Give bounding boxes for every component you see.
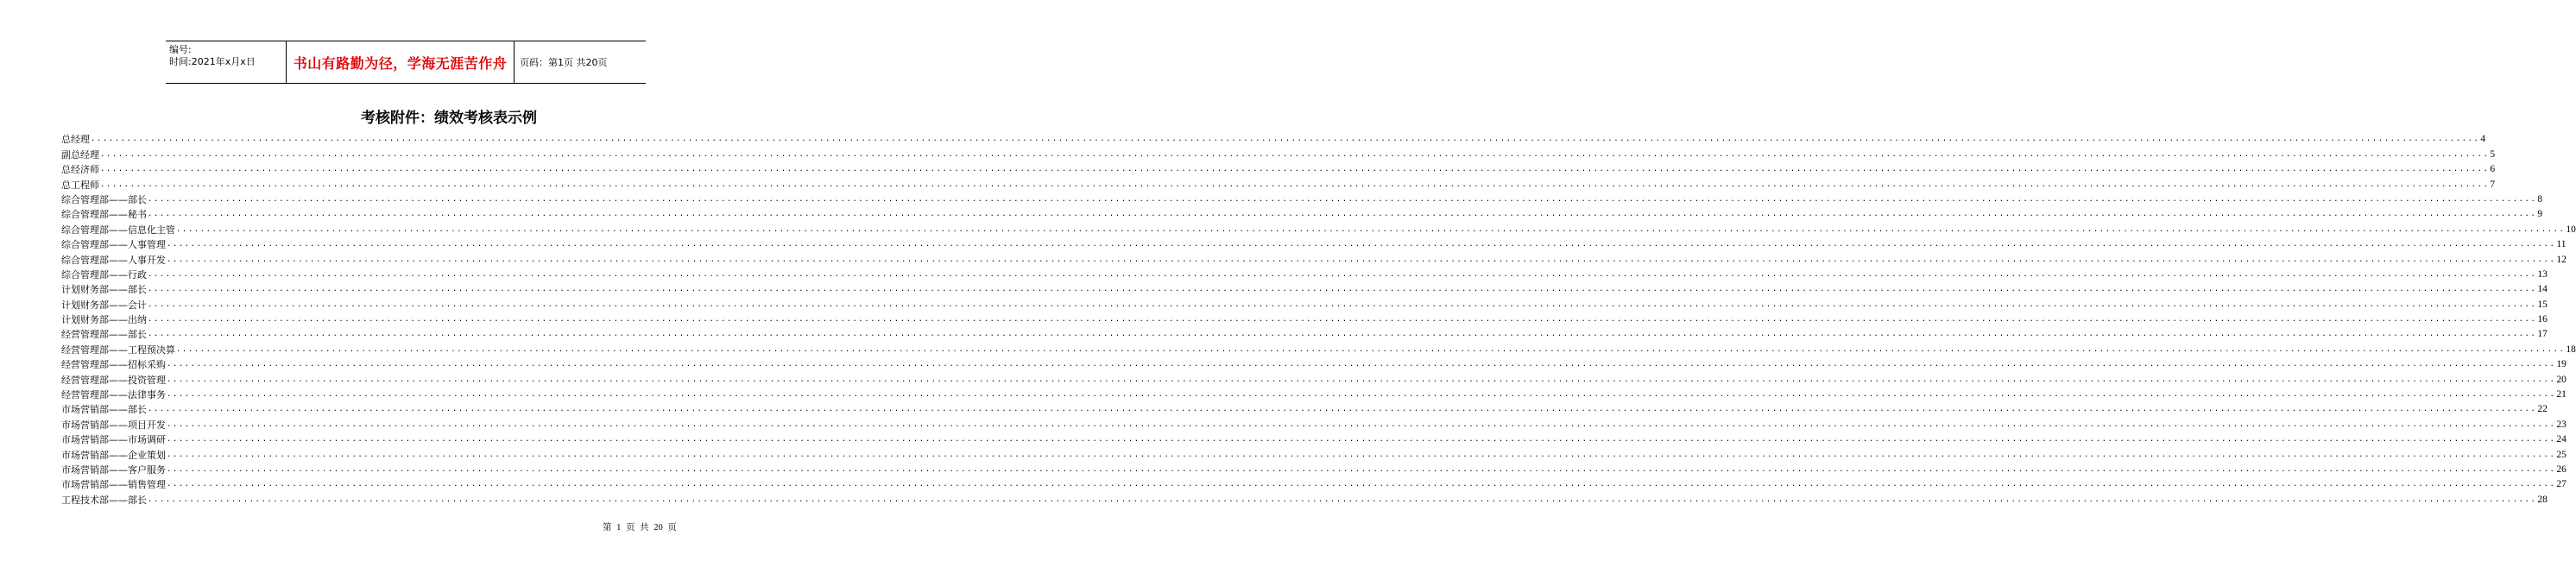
toc-entry-page: 16 <box>2537 314 2548 325</box>
toc-entry-label: 综合管理部——人事管理 <box>61 239 166 251</box>
toc-entry-page: 18 <box>2566 344 2576 355</box>
toc-entry[interactable] <box>61 445 2567 461</box>
toc-leader-dots: ................................................................................................................................................................................................................................................................................................................................................................................................................ <box>148 315 2537 325</box>
toc-entry-label: 综合管理部——部长 <box>61 193 147 205</box>
page-footer: 第 1 页 共 20 页 <box>603 523 677 533</box>
header-meta-cell <box>166 41 287 83</box>
toc-leader-dots: ................................................................................................................................................................................................................................................................................................................................................................................................................ <box>100 165 2490 174</box>
toc-entry-page: 23 <box>2556 419 2567 430</box>
toc-entry[interactable] <box>61 191 2543 205</box>
toc-entry-label: 市场营销部——市场调研 <box>61 434 166 446</box>
toc-entry-label: 市场营销部——客户服务 <box>61 463 166 476</box>
toc-entry[interactable] <box>61 250 2567 266</box>
toc-entry-page: 12 <box>2556 254 2567 265</box>
toc-entry-label: 经营管理部——投资管理 <box>61 374 166 386</box>
toc-leader-dots: ................................................................................................................................................................................................................................................................................................................................................................................................................ <box>148 299 2537 309</box>
toc-entry[interactable] <box>61 490 2548 506</box>
toc-leader-dots: ................................................................................................................................................................................................................................................................................................................................................................................................................ <box>176 344 2566 354</box>
toc-entry-label: 工程技术部——部长 <box>61 494 147 506</box>
table-of-contents <box>61 130 2576 506</box>
toc-entry-label: 市场营销部——部长 <box>61 404 147 416</box>
toc-entry-page: 9 <box>2537 209 2543 220</box>
toc-leader-dots: ................................................................................................................................................................................................................................................................................................................................................................................................................ <box>167 255 2556 264</box>
toc-entry-label: 总工程师 <box>61 179 99 191</box>
toc-entry-label: 副总经理 <box>61 148 99 161</box>
toc-entry-label: 经营管理部——工程预决算 <box>61 344 175 356</box>
toc-entry[interactable] <box>61 340 2576 356</box>
toc-entry-page: 17 <box>2537 329 2548 340</box>
toc-entry[interactable] <box>61 370 2567 386</box>
toc-entry-label: 经营管理部——法律事务 <box>61 389 166 401</box>
toc-entry-label: 经营管理部——部长 <box>61 329 147 341</box>
toc-entry[interactable] <box>61 205 2543 221</box>
toc-leader-dots: ................................................................................................................................................................................................................................................................................................................................................................................................................ <box>148 495 2537 504</box>
toc-entry-label: 计划财务部——出纳 <box>61 314 147 326</box>
toc-leader-dots: ................................................................................................................................................................................................................................................................................................................................................................................................................ <box>167 480 2556 489</box>
toc-entry[interactable] <box>61 461 2567 476</box>
toc-entry[interactable] <box>61 325 2548 341</box>
toc-leader-dots: ................................................................................................................................................................................................................................................................................................................................................................................................................ <box>148 194 2537 204</box>
toc-entry[interactable] <box>61 311 2548 326</box>
toc-entry-label: 计划财务部——部长 <box>61 284 147 296</box>
toc-entry-label: 综合管理部——秘书 <box>61 209 147 221</box>
toc-leader-dots: ................................................................................................................................................................................................................................................................................................................................................................................................................ <box>148 285 2537 294</box>
toc-entry-page: 21 <box>2556 389 2567 400</box>
toc-leader-dots: ................................................................................................................................................................................................................................................................................................................................................................................................................ <box>167 419 2556 429</box>
toc-leader-dots: ................................................................................................................................................................................................................................................................................................................................................................................................................ <box>167 464 2556 474</box>
toc-entry-page: 14 <box>2537 284 2548 295</box>
toc-leader-dots: ................................................................................................................................................................................................................................................................................................................................................................................................................ <box>167 375 2556 384</box>
toc-entry-label: 市场营销部——企业策划 <box>61 449 166 461</box>
toc-leader-dots: ................................................................................................................................................................................................................................................................................................................................................................................................................ <box>148 269 2537 279</box>
toc-leader-dots: ................................................................................................................................................................................................................................................................................................................................................................................................................ <box>176 224 2566 234</box>
toc-entry-label: 综合管理部——人事开发 <box>61 254 166 266</box>
toc-entry-label: 综合管理部——行政 <box>61 268 147 281</box>
toc-leader-dots: ................................................................................................................................................................................................................................................................................................................................................................................................................ <box>167 360 2556 369</box>
toc-entry-page: 26 <box>2556 463 2567 475</box>
toc-leader-dots: ................................................................................................................................................................................................................................................................................................................................................................................................................ <box>100 149 2490 159</box>
toc-entry[interactable] <box>61 130 2486 146</box>
number-label: 编号: <box>169 44 192 55</box>
toc-entry-page: 13 <box>2537 268 2548 280</box>
toc-entry-page: 11 <box>2556 239 2567 250</box>
toc-entry-page: 15 <box>2537 299 2548 310</box>
toc-entry-page: 5 <box>2490 148 2496 160</box>
toc-leader-dots: ................................................................................................................................................................................................................................................................................................................................................................................................................ <box>167 435 2556 444</box>
toc-entry-page: 22 <box>2537 404 2548 415</box>
toc-leader-dots: ................................................................................................................................................................................................................................................................................................................................................................................................................ <box>148 330 2537 339</box>
toc-entry-page: 7 <box>2490 179 2496 190</box>
toc-entry[interactable] <box>61 386 2567 401</box>
toc-entry-page: 6 <box>2490 164 2496 175</box>
toc-entry[interactable] <box>61 145 2496 161</box>
toc-entry-page: 8 <box>2537 193 2543 205</box>
toc-leader-dots: ................................................................................................................................................................................................................................................................................................................................................................................................................ <box>91 135 2480 144</box>
toc-entry-page: 24 <box>2556 434 2567 445</box>
toc-entry[interactable] <box>61 175 2496 191</box>
toc-entry-label: 综合管理部——信息化主管 <box>61 224 175 236</box>
toc-leader-dots: ................................................................................................................................................................................................................................................................................................................................................................................................................ <box>148 210 2537 219</box>
toc-entry[interactable] <box>61 281 2548 296</box>
toc-entry[interactable] <box>61 356 2567 371</box>
toc-leader-dots: ................................................................................................................................................................................................................................................................................................................................................................................................................ <box>167 390 2556 400</box>
toc-entry-page: 25 <box>2556 449 2567 460</box>
toc-entry[interactable] <box>61 415 2567 431</box>
toc-entry[interactable] <box>61 161 2496 176</box>
toc-leader-dots: ................................................................................................................................................................................................................................................................................................................................................................................................................ <box>148 405 2537 414</box>
toc-entry[interactable] <box>61 431 2567 446</box>
toc-entry[interactable] <box>61 295 2548 311</box>
header-slogan: 书山有路勤为径，学海无涯苦作舟 <box>287 41 515 83</box>
toc-entry[interactable] <box>61 236 2567 251</box>
toc-entry-page: 20 <box>2556 374 2567 385</box>
toc-entry[interactable] <box>61 266 2548 281</box>
toc-entry-page: 27 <box>2556 479 2567 490</box>
toc-entry-label: 市场营销部——项目开发 <box>61 419 166 431</box>
toc-entry-page: 19 <box>2556 359 2567 370</box>
toc-entry-label: 经营管理部——招标采购 <box>61 359 166 371</box>
toc-entry-page: 10 <box>2566 224 2576 235</box>
time-label: 时间:2021年x月x日 <box>169 56 256 67</box>
page-title: 考核附件：绩效考核表示例 <box>361 110 537 127</box>
toc-leader-dots: ................................................................................................................................................................................................................................................................................................................................................................................................................ <box>167 450 2556 459</box>
toc-entry[interactable] <box>61 400 2548 416</box>
document-header <box>166 41 646 84</box>
toc-entry-label: 总经理 <box>61 134 90 146</box>
toc-leader-dots: ................................................................................................................................................................................................................................................................................................................................................................................................................ <box>167 240 2556 249</box>
toc-entry[interactable] <box>61 476 2567 491</box>
header-page-info: 页码：第1页 共20页 <box>520 57 608 68</box>
toc-entry-label: 计划财务部——会计 <box>61 299 147 311</box>
toc-entry-label: 市场营销部——销售管理 <box>61 479 166 491</box>
toc-entry-page: 4 <box>2480 134 2486 145</box>
toc-leader-dots: ................................................................................................................................................................................................................................................................................................................................................................................................................ <box>100 180 2490 189</box>
toc-entry-label: 总经济师 <box>61 164 99 176</box>
toc-entry[interactable] <box>61 220 2576 236</box>
toc-entry-page: 28 <box>2537 494 2548 505</box>
